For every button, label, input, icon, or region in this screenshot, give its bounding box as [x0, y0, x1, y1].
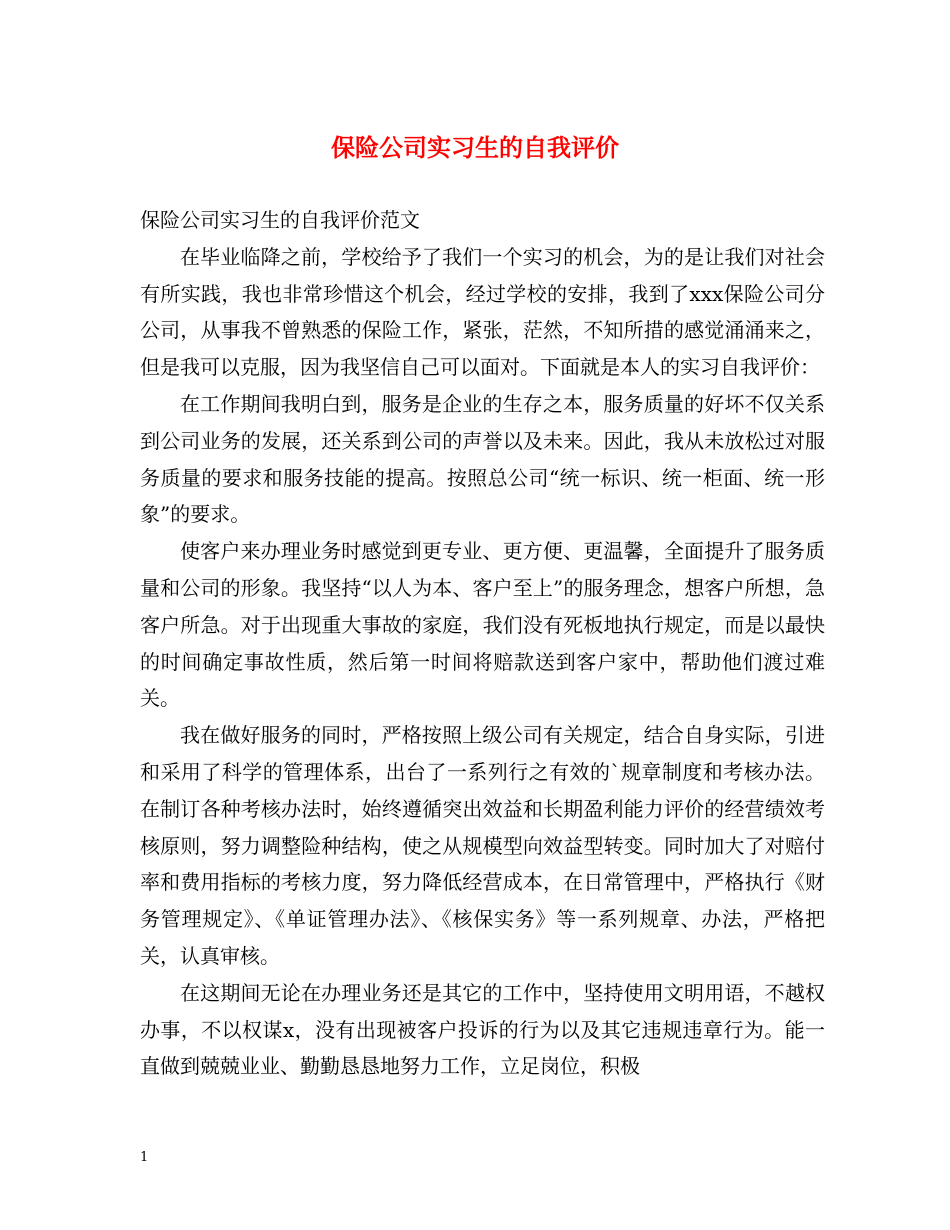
page-number: 1	[140, 1150, 149, 1165]
paragraph: 使客户来办理业务时感觉到更专业、更方便、更温馨，全面提升了服务质量和公司的形象。我坚持“以人为本、客户至上”的服务理念，想客户所想，急客户所急。对于出现重大事故的家庭，我们没有死板地执行规定，而是以最快的时间确定事故性质，然后第一时间将赔款送到客户家中，帮助他们渡过难关。	[140, 539, 825, 711]
document-subtitle: 保险公司实习生的自我评价范文	[140, 208, 420, 232]
document-title: 保险公司实习生的自我评价	[331, 133, 619, 162]
paragraph: 我在做好服务的同时，严格按照上级公司有关规定，结合自身实际，引进和采用了科学的管理体系，出台了一系列行之有效的`规章制度和考核办法。在制订各种考核办法时，始终遵循突出效益和长期盈利能力评价的经营绩效考核原则，努力调整险种结构，使之从规模型向效益型转变。同时加大了对赔付率和费用指标的考核力度，努力降低经营成本，在日常管理中，严格执行《财务管理规定》、《单证管理办法》、《核保实务》等一系列规章、办法，严格把关，认真审核。	[140, 723, 825, 968]
paragraph: 在毕业临降之前，学校给予了我们一个实习的机会，为的是让我们对社会有所实践，我也非常珍惜这个机会，经过学校的安排，我到了xxx保险公司分公司，从事我不曾熟悉的保险工作，紧张，茫然，不知所措的感觉涌涌来之，但是我可以克服，因为我坚信自己可以面对。下面就是本人的实习自我评价：	[140, 244, 825, 380]
paragraph: 在工作期间我明白到，服务是企业的生存之本，服务质量的好坏不仅关系到公司业务的发展，还关系到公司的声誉以及未来。因此，我从未放松过对服务质量的要求和服务技能的提高。按照总公司“统一标识、统一柜面、统一形象”的要求。	[140, 391, 825, 527]
document-body	[140, 202, 825, 1085]
paragraph: 在这期间无论在办理业务还是其它的工作中，坚持使用文明用语，不越权办事，不以权谋x，没有出现被客户投诉的行为以及其它违规违章行为。能一直做到兢兢业业、勤勤恳恳地努力工作，立足岗位，积极	[140, 980, 825, 1079]
